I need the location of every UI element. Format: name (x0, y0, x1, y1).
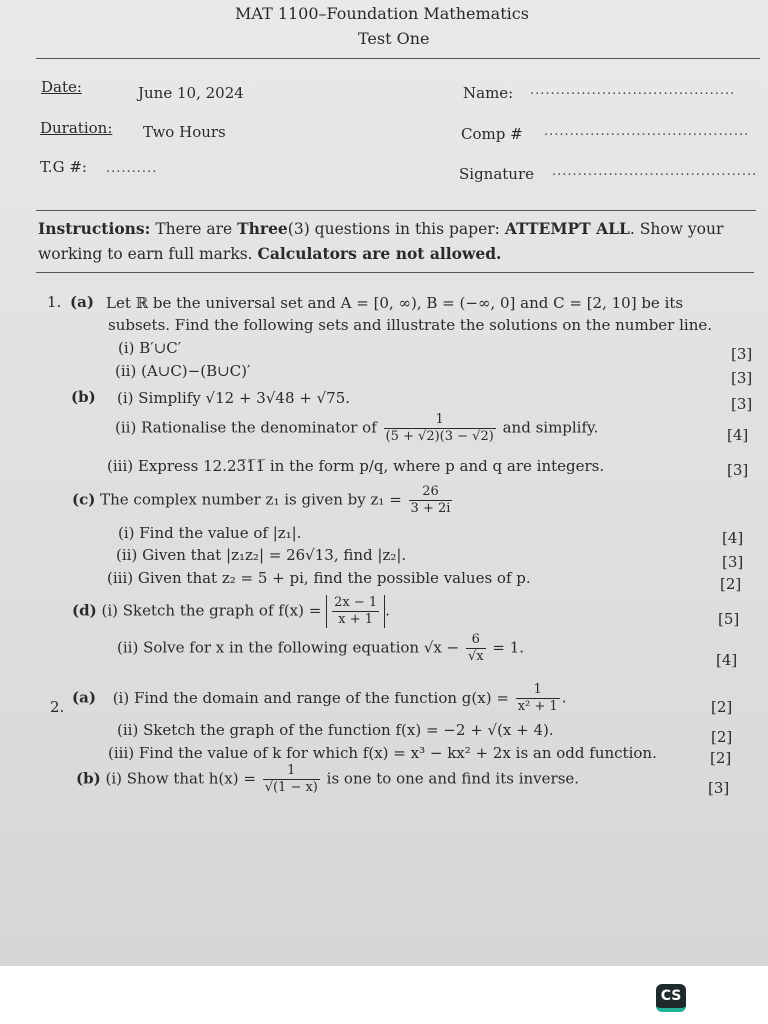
signature-label: Signature (459, 165, 535, 183)
q1c-tag: (c) (72, 490, 96, 509)
name-label: Name: (463, 84, 514, 102)
q1d-ii-text: (ii) Solve for x in the following equation √x − (117, 638, 460, 657)
q2b-i-post: is one to one and find its inverse. (326, 769, 580, 788)
q1b-ii (115, 412, 598, 445)
q1b-ii-text: (ii) Rationalise the denominator of (115, 418, 377, 437)
q1c-iii: (iii) Given that z₂ = 5 + pi, find the possible values of p. (107, 569, 531, 587)
header-divider (36, 58, 760, 59)
q1d-ii-fraction (466, 632, 486, 665)
instructions-text-3: . Show your (629, 220, 724, 238)
instructions-line-2 (38, 243, 501, 265)
instructions-text-2: (3) questions in this paper: (287, 220, 500, 238)
tg-label: T.G #: (40, 158, 87, 176)
q1d-i-numerator: 2x − 1 (334, 595, 378, 610)
q2a-tag: (a) (72, 688, 96, 707)
q1c (72, 484, 454, 517)
q2a-iii: (iii) Find the value of k for which f(x) = x³ − kx² + 2x is an odd function. (108, 744, 657, 762)
meta-divider (36, 210, 756, 211)
q2a-i-numerator: 1 (533, 682, 542, 697)
q1b-iii-mark: [3] (727, 461, 749, 479)
q1c-i: (i) Find the value of |z₁|. (118, 524, 302, 542)
q2a-ii: (ii) Sketch the graph of the function f(x) = −2 + √(x + 4). (117, 721, 554, 739)
q1b-ii-post: and simplify. (502, 418, 599, 437)
instructions-calculators: Calculators are not allowed. (257, 244, 502, 263)
q2b-tag: (b) (76, 769, 101, 788)
q1b-ii-mark: [4] (727, 426, 749, 444)
q1c-fraction (409, 484, 453, 517)
q1c-numerator: 26 (422, 484, 439, 499)
course-title: MAT 1100–Foundation Mathematics (235, 4, 529, 23)
instructions-three: Three (237, 219, 288, 238)
signature-dots: ........................................ (552, 164, 758, 179)
q1d-i-absolute-value (326, 595, 385, 628)
q1b-i-mark: [3] (731, 395, 753, 413)
q1a-i: (i) B′∪C′ (118, 339, 182, 357)
q1d-i-text: (i) Sketch the graph of f(x) = (101, 601, 322, 620)
q1b-tag: (b) (71, 388, 96, 406)
q2b-i-mark: [3] (708, 779, 730, 797)
q1c-ii-mark: [3] (722, 553, 744, 571)
name-dots: ........................................ (530, 83, 736, 98)
q1c-denominator: 3 + 2i (410, 501, 451, 516)
q1d-i-fraction (332, 595, 379, 628)
q2b-i-denominator: √(1 − x) (264, 780, 318, 795)
q1d-ii (117, 632, 524, 665)
q2b-i-fraction (263, 763, 320, 796)
q1a-ii: (ii) (A∪C)−(B∪C)′ (115, 362, 251, 380)
q1b-ii-fraction (384, 412, 496, 445)
instructions-label: Instructions: (38, 219, 151, 238)
q2a-i-text: (i) Find the domain and range of the function g(x) = (112, 688, 509, 707)
instructions-text: There are (155, 220, 233, 238)
q2b-i-numerator: 1 (287, 763, 296, 778)
q1a-tag: (a) (70, 293, 94, 311)
test-title: Test One (358, 29, 430, 48)
duration-value: Two Hours (143, 123, 226, 141)
q1d-i: (d) (i) Sketch the graph of f(x) = $\frac{2x - 1}{x + 1}$ . (72, 595, 390, 627)
instructions-attempt-all: ATTEMPT ALL (504, 219, 630, 238)
duration-label: Duration: (40, 119, 113, 137)
q2a-i: (a) (i) Find the domain and range of the function g(x) = $\frac{1}{\text{x² + 1}}$ . (72, 682, 567, 714)
q1c-text: The complex number z₁ is given by z₁ = (100, 490, 402, 509)
tg-dots: .......... (106, 161, 158, 176)
q2a-i-fraction (516, 682, 560, 715)
comp-label: Comp # (461, 125, 523, 143)
date-label: Date: (41, 78, 82, 96)
q1a-text-1: Let ℝ be the universal set and A = [0, ∞), B = (−∞, 0] and C = [2, 10] be its (106, 294, 684, 312)
q1b-ii-denominator: (5 + √2)(3 − √2) (385, 429, 494, 444)
q1-number: 1. (47, 293, 62, 311)
q2b-i-text: (i) Show that h(x) = (105, 769, 256, 788)
q2-number: 2. (50, 698, 65, 716)
q1d-ii-mark: [4] (716, 651, 738, 669)
q1d-tag: (d) (72, 601, 97, 620)
q1b-iii: (iii) Express 12.23̅1̅1̅ in the form p/q, where p and q are integers. (107, 457, 605, 475)
date-value: June 10, 2024 (138, 84, 244, 102)
q1d-ii-numerator: 6 (471, 632, 480, 647)
q1c-i-mark: [4] (722, 529, 744, 547)
scanner-footer (0, 966, 768, 1024)
q2a-iii-mark: [2] (710, 749, 732, 767)
q1d-ii-denominator: √x (467, 649, 484, 664)
q1a-i-mark: [3] (731, 345, 753, 363)
instructions-divider (36, 272, 754, 273)
q1d-ii-post: = 1. (492, 638, 525, 657)
q1a-text-2: subsets. Find the following sets and illustrate the solutions on the number line. (108, 316, 713, 334)
comp-dots: ........................................ (544, 124, 750, 139)
q1d-i-mark: [5] (718, 610, 740, 628)
q2a-i-mark: [2] (711, 698, 733, 716)
q1d-i-denominator: x + 1 (332, 611, 379, 628)
instructions-working: working to earn full marks. (38, 245, 253, 263)
q2b-i (76, 763, 579, 796)
q1c-iii-mark: [2] (720, 575, 742, 593)
camscanner-logo: CS (656, 984, 686, 1012)
q2a-i-denominator: x² + 1 (517, 699, 558, 714)
q1c-ii: (ii) Given that |z₁z₂| = 26√13, find |z₂|. (116, 546, 407, 564)
q2a-ii-mark: [2] (711, 728, 733, 746)
instructions-line-1 (38, 218, 723, 240)
q1b-ii-numerator: 1 (435, 412, 444, 427)
q1b-i: (i) Simplify √12 + 3√48 + √75. (117, 389, 351, 407)
q1a-ii-mark: [3] (731, 369, 753, 387)
